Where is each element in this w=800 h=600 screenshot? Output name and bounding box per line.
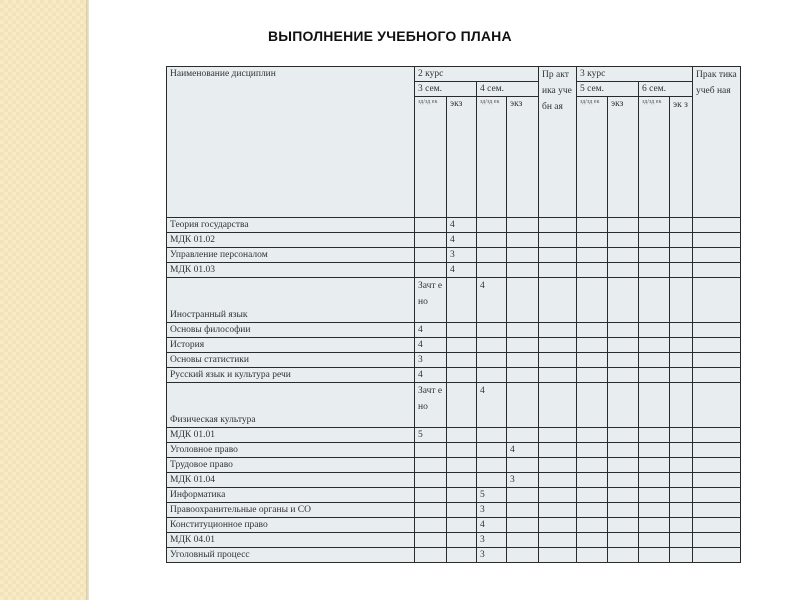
grade-cell: 4 <box>415 323 447 338</box>
grade-cell <box>577 233 608 248</box>
grade-cell <box>670 473 693 488</box>
grade-cell <box>507 518 539 533</box>
grade-cell <box>670 518 693 533</box>
grade-cell <box>507 458 539 473</box>
grade-cell <box>639 428 670 443</box>
grade-cell <box>608 488 639 503</box>
grade-cell <box>415 218 447 233</box>
grade-cell: 5 <box>477 488 507 503</box>
table-row <box>167 368 741 383</box>
grade-cell: 3 <box>415 353 447 368</box>
grade-cell <box>693 248 741 263</box>
grade-cell <box>577 218 608 233</box>
grade-cell <box>639 263 670 278</box>
grade-cell <box>577 353 608 368</box>
grade-cell <box>447 338 477 353</box>
grade-cell <box>477 323 507 338</box>
grade-cell <box>577 428 608 443</box>
grade-cell <box>608 473 639 488</box>
decorative-side-strip <box>0 0 86 600</box>
grade-cell <box>507 383 539 428</box>
grade-cell <box>577 263 608 278</box>
grade-cell <box>507 428 539 443</box>
grade-cell <box>608 338 639 353</box>
grade-cell <box>693 353 741 368</box>
grade-cell <box>477 338 507 353</box>
discipline-name: Русский язык и культура речи <box>167 368 415 383</box>
table-row <box>167 443 741 458</box>
grade-cell <box>639 368 670 383</box>
grade-cell <box>577 278 608 323</box>
grade-cell <box>577 503 608 518</box>
grade-cell <box>415 548 447 563</box>
grade-cell <box>693 218 741 233</box>
grade-cell <box>608 458 639 473</box>
grade-cell <box>477 458 507 473</box>
discipline-name: МДК 01.01 <box>167 428 415 443</box>
grade-cell <box>639 353 670 368</box>
grade-cell <box>639 323 670 338</box>
table-row <box>167 383 741 428</box>
discipline-name: МДК 04.01 <box>167 533 415 548</box>
grade-cell <box>693 323 741 338</box>
discipline-name: Основы статистики <box>167 353 415 368</box>
grade-cell <box>608 533 639 548</box>
grade-cell <box>447 428 477 443</box>
grade-cell <box>539 503 577 518</box>
grade-cell <box>539 338 577 353</box>
grade-cell <box>639 473 670 488</box>
grade-cell <box>539 458 577 473</box>
grade-cell <box>507 278 539 323</box>
grade-cell: 4 <box>477 383 507 428</box>
grade-cell <box>639 518 670 533</box>
grade-cell <box>577 248 608 263</box>
grade-cell <box>539 323 577 338</box>
grade-cell <box>608 428 639 443</box>
grade-cell <box>693 368 741 383</box>
curriculum-table <box>166 66 741 563</box>
grade-cell: 3 <box>477 533 507 548</box>
grade-cell <box>693 428 741 443</box>
grade-cell <box>639 458 670 473</box>
grade-cell <box>577 338 608 353</box>
grade-cell <box>608 368 639 383</box>
header-credit-sem4: зд/зд ек <box>477 97 507 218</box>
discipline-name: Уголовный процесс <box>167 548 415 563</box>
grade-cell <box>539 428 577 443</box>
grade-cell <box>415 488 447 503</box>
table-row <box>167 248 741 263</box>
grade-cell <box>477 233 507 248</box>
grade-cell <box>670 233 693 248</box>
header-exam-sem5: экз <box>608 97 639 218</box>
table-row <box>167 428 741 443</box>
grade-cell: 4 <box>415 338 447 353</box>
grade-cell <box>693 473 741 488</box>
discipline-name: Информатика <box>167 488 415 503</box>
grade-cell <box>693 443 741 458</box>
grade-cell <box>693 383 741 428</box>
grade-cell <box>447 383 477 428</box>
discipline-name: Теория государства <box>167 218 415 233</box>
header-exam-sem3: экз <box>447 97 477 218</box>
grade-cell <box>608 503 639 518</box>
grade-cell <box>507 503 539 518</box>
grade-cell <box>477 368 507 383</box>
grade-cell <box>477 218 507 233</box>
grade-cell <box>507 233 539 248</box>
header-sem-5: 5 сем. <box>577 82 639 97</box>
table-row <box>167 488 741 503</box>
header-exam-sem6: эк з <box>670 97 693 218</box>
header-exam-sem4: экз <box>507 97 539 218</box>
grade-cell <box>507 353 539 368</box>
grade-cell <box>507 248 539 263</box>
grade-cell <box>670 443 693 458</box>
header-credit-sem3: зд/зд ек <box>415 97 447 218</box>
grade-cell <box>608 383 639 428</box>
grade-cell <box>507 323 539 338</box>
grade-cell <box>577 383 608 428</box>
grade-cell <box>539 278 577 323</box>
grade-cell <box>539 488 577 503</box>
grade-cell <box>507 338 539 353</box>
grade-cell: 3 <box>477 548 507 563</box>
grade-cell <box>639 338 670 353</box>
grade-cell <box>539 518 577 533</box>
page-title: ВЫПОЛНЕНИЕ УЧЕБНОГО ПЛАНА <box>268 28 512 44</box>
grade-cell <box>670 458 693 473</box>
grade-cell <box>507 218 539 233</box>
grade-cell <box>608 518 639 533</box>
header-practice-edu: Пр акт ика уче бн ая <box>539 67 577 218</box>
table-row <box>167 533 741 548</box>
grade-cell <box>507 263 539 278</box>
grade-cell: 5 <box>415 428 447 443</box>
grade-cell <box>447 458 477 473</box>
grade-cell <box>539 353 577 368</box>
grade-cell <box>447 503 477 518</box>
grade-cell <box>477 263 507 278</box>
grade-cell <box>639 248 670 263</box>
table-row <box>167 503 741 518</box>
grade-cell <box>608 548 639 563</box>
grade-cell <box>577 368 608 383</box>
discipline-name: МДК 01.02 <box>167 233 415 248</box>
grade-cell <box>693 263 741 278</box>
strip-edge <box>86 0 89 600</box>
header-course-3: 3 курс <box>577 67 693 82</box>
discipline-name: МДК 01.04 <box>167 473 415 488</box>
grade-cell <box>539 548 577 563</box>
table-row <box>167 518 741 533</box>
grade-cell <box>539 368 577 383</box>
grade-cell: 4 <box>477 278 507 323</box>
grade-cell <box>577 443 608 458</box>
grade-cell <box>670 248 693 263</box>
grade-cell <box>639 488 670 503</box>
grade-cell <box>447 443 477 458</box>
discipline-name: История <box>167 338 415 353</box>
grade-cell <box>670 488 693 503</box>
grade-cell <box>670 368 693 383</box>
grade-cell: 4 <box>447 263 477 278</box>
grade-cell <box>447 533 477 548</box>
discipline-name: Управление персоналом <box>167 248 415 263</box>
grade-cell: 4 <box>477 518 507 533</box>
grade-cell <box>693 278 741 323</box>
grade-cell <box>639 533 670 548</box>
grade-cell <box>670 548 693 563</box>
header-discipline: Наименование дисциплин <box>167 67 415 218</box>
grade-cell <box>539 443 577 458</box>
grade-cell <box>608 248 639 263</box>
grade-cell <box>670 263 693 278</box>
grade-cell <box>447 323 477 338</box>
grade-cell <box>670 353 693 368</box>
discipline-name: Уголовное право <box>167 443 415 458</box>
discipline-name: МДК 01.03 <box>167 263 415 278</box>
grade-cell <box>539 263 577 278</box>
grade-cell: 4 <box>507 443 539 458</box>
grade-cell <box>639 443 670 458</box>
grade-cell <box>670 503 693 518</box>
grade-cell <box>539 533 577 548</box>
header-sem-4: 4 сем. <box>477 82 539 97</box>
table-row <box>167 263 741 278</box>
grade-cell <box>693 458 741 473</box>
grade-cell <box>539 248 577 263</box>
grade-cell: Зачт ено <box>415 383 447 428</box>
grade-cell <box>693 533 741 548</box>
header-sem-3: 3 сем. <box>415 82 477 97</box>
header-credit-sem6: зд/зд ек <box>639 97 670 218</box>
grade-cell <box>639 233 670 248</box>
grade-cell <box>577 473 608 488</box>
grade-cell: 4 <box>447 218 477 233</box>
table-row <box>167 233 741 248</box>
discipline-name: Конституционное право <box>167 518 415 533</box>
grade-cell: 4 <box>415 368 447 383</box>
grade-cell <box>608 263 639 278</box>
grade-cell <box>539 233 577 248</box>
grade-cell <box>608 218 639 233</box>
grade-cell <box>577 323 608 338</box>
grade-cell <box>539 473 577 488</box>
grade-cell <box>477 353 507 368</box>
grade-cell <box>415 473 447 488</box>
grade-cell <box>577 458 608 473</box>
grade-cell <box>670 323 693 338</box>
grade-cell <box>693 503 741 518</box>
grade-cell <box>670 218 693 233</box>
grade-cell <box>415 248 447 263</box>
grade-cell <box>639 548 670 563</box>
discipline-name: Трудовое право <box>167 458 415 473</box>
grade-cell <box>415 443 447 458</box>
grade-cell <box>639 503 670 518</box>
grade-cell <box>447 488 477 503</box>
grade-cell <box>608 443 639 458</box>
grade-cell <box>693 548 741 563</box>
grade-cell <box>670 338 693 353</box>
grade-cell <box>477 248 507 263</box>
grade-cell <box>670 383 693 428</box>
grade-cell <box>447 353 477 368</box>
grade-cell <box>608 353 639 368</box>
table-row <box>167 548 741 563</box>
grade-cell: 3 <box>477 503 507 518</box>
grade-cell <box>577 548 608 563</box>
grade-cell <box>608 233 639 248</box>
table-row <box>167 218 741 233</box>
grade-cell <box>639 278 670 323</box>
grade-cell <box>507 548 539 563</box>
header-sem-6: 6 сем. <box>639 82 693 97</box>
table-row <box>167 278 741 323</box>
grade-cell <box>693 233 741 248</box>
grade-cell <box>477 473 507 488</box>
grade-cell <box>477 443 507 458</box>
grade-cell <box>447 278 477 323</box>
grade-cell <box>608 278 639 323</box>
header-credit-sem5: зд/зд ек <box>577 97 608 218</box>
grade-cell <box>447 473 477 488</box>
table-row <box>167 338 741 353</box>
header-course-2: 2 курс <box>415 67 539 82</box>
grade-cell <box>447 518 477 533</box>
grade-cell: Зачт ено <box>415 278 447 323</box>
grade-cell <box>670 278 693 323</box>
discipline-name: Иностранный язык <box>167 278 415 323</box>
grade-cell <box>577 518 608 533</box>
grade-cell <box>639 383 670 428</box>
grade-cell <box>693 338 741 353</box>
grade-cell <box>670 533 693 548</box>
grade-cell <box>415 263 447 278</box>
grade-cell <box>447 548 477 563</box>
grade-cell <box>415 518 447 533</box>
table-row <box>167 323 741 338</box>
table-row <box>167 458 741 473</box>
grade-cell <box>577 488 608 503</box>
header-practice-work: Прак тика учеб ная <box>693 67 741 218</box>
grade-cell <box>539 383 577 428</box>
grade-cell <box>415 503 447 518</box>
grade-cell <box>447 368 477 383</box>
grade-cell <box>608 323 639 338</box>
grade-cell <box>415 458 447 473</box>
table-row <box>167 353 741 368</box>
grade-cell <box>670 428 693 443</box>
grade-cell <box>415 233 447 248</box>
discipline-name: Правоохранительные органы и СО <box>167 503 415 518</box>
grade-cell <box>693 488 741 503</box>
grade-cell <box>507 533 539 548</box>
discipline-name: Основы философии <box>167 323 415 338</box>
grade-cell <box>507 368 539 383</box>
grade-cell <box>477 428 507 443</box>
grade-cell <box>415 533 447 548</box>
grade-cell <box>639 218 670 233</box>
table-row <box>167 473 741 488</box>
grade-cell: 4 <box>447 233 477 248</box>
discipline-name: Физическая культура <box>167 383 415 428</box>
grade-cell: 3 <box>507 473 539 488</box>
grade-cell <box>507 488 539 503</box>
grade-cell <box>577 533 608 548</box>
grade-cell: 3 <box>447 248 477 263</box>
grade-cell <box>693 518 741 533</box>
grade-cell <box>539 218 577 233</box>
